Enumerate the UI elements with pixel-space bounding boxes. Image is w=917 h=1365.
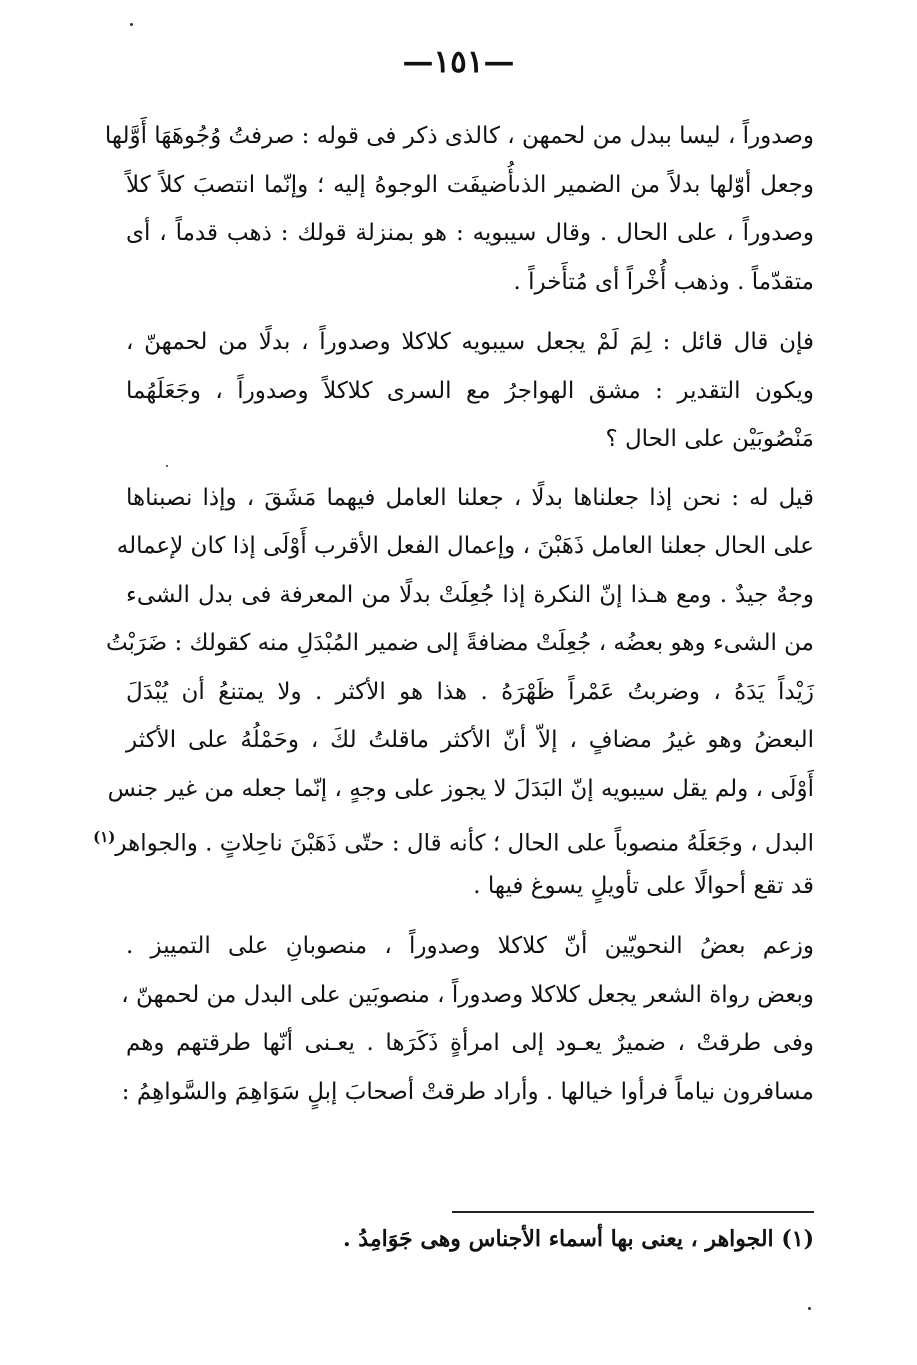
text-line: قد تقع أحوالًا على تأويلٍ يسوغ فيها .	[473, 872, 814, 899]
body-text	[93, 112, 814, 1116]
footnote: (١) الجواهر ، يعنى بها أسماء الأجناس وهى جَوَامِدُ .	[342, 1226, 814, 1252]
text-line: أَوْلَى ، ولم يقل سيبويه إنّ البَدَلَ لا يجوز على وجهٍ ، إنّما جعله من غير جنس	[107, 775, 814, 802]
paragraph-4	[121, 922, 814, 1116]
text-line: قيل له : نحن إذا جعلناها بدلًا ، جعلنا العامل فيهما مَشَقَ ، وإذا نصبناها	[126, 484, 814, 511]
footnote-divider	[452, 1211, 814, 1213]
text-line: وجعل أوّلها بدلاً من الضمير الذىأُضيفَت الوجوهُ إليه ؛ وإنّما انتصبَ كلاً كلاً	[126, 171, 814, 198]
text-line: وفى طرقتْ ، ضميرٌ يعـود إلى امرأةٍ ذَكَرَها . يعـنى أنّها طرقتهم وهم	[126, 1030, 814, 1056]
text-line: على الحال جعلنا العامل ذَهَبْنَ ، وإعمال الفعل الأقرب أَوْلَى إذا كان لإعماله	[116, 533, 814, 559]
page-number: —١٥١—	[402, 44, 515, 80]
text-line: متقدّماً . وذهب أُخْراً أى مُتأَخراً .	[513, 268, 814, 295]
print-speck	[808, 1307, 811, 1310]
text-line: وزعم بعضُ النحويّين أنّ كلاكلا وصدوراً ، منصوبانِ على التمييز .	[126, 933, 814, 959]
footnote-marker: (١)	[93, 828, 116, 846]
text-line: وبعض رواة الشعر يجعل كلاكلا وصدوراً ، منصوبَين على البدل من لحمهنّ ،	[121, 981, 814, 1008]
text-line-content: البدل ، وجَعَلَهُ منصوباً على الحال ؛ كأنه قال : حتّى ذَهَبْنَ ناحِلاتٍ . والجواهر	[115, 830, 814, 857]
text-line: وصدوراً ، على الحال . وقال سيبويه : هو بمنزلة قولك : ذهب قدماً ، أى	[126, 220, 814, 246]
text-line: فإن قال قائل : لِمَ لَمْ يجعل سيبويه كلاكلا وصدوراً ، بدلًا من لحمهنّ ،	[126, 329, 814, 355]
paragraph-2	[126, 318, 814, 464]
paragraph-1	[104, 112, 814, 306]
print-speck	[166, 465, 168, 467]
text-line: وصدوراً ، ليسا ببدل من لحمهن ، كالذى ذكر فى قوله : صرفتُ وُجُوهَهَا أَوَّلها	[104, 123, 814, 149]
paragraph-3	[93, 474, 814, 911]
text-line: زَيْداً يَدَهُ ، وضربتُ عَمْراً ظَهْرَهُ . هذا هو الأكثر . ولا يمتنعُ أن يُبْدَلَ	[126, 678, 814, 705]
text-line: مَنْصُوبَيْن على الحال ؟	[605, 426, 814, 452]
text-line: مسافرون نياماً فرأوا خيالها . وأراد طرقتْ أصحابَ إبلٍ سَوَاهِمَ والسَّواهِمُ :	[121, 1078, 814, 1105]
text-line: البعضُ وهو غيرُ مضافٍ ، إلاّ أنّ الأكثر ماقلتُ لكَ ، وحَمْلُهُ على الأكثر	[126, 727, 814, 753]
text-line: من الشىء وهو بعضُه ، جُعِلَتْ مضافةً إلى ضمير المُبْدَلِ منه كقولك : ضَرَبْتُ	[105, 630, 814, 656]
text-line: وجهٌ جيدٌ . ومع هـذا إنّ النكرة إذا جُعِلَتْ بدلًا من المعرفة فى بدل الشىء	[126, 581, 814, 608]
text-line: ويكون التقدير : مشق الهواجرُ مع السرى كلاكلاً وصدوراً ، وجَعَلَهُما	[126, 377, 814, 404]
text-line-with-footnote-ref	[93, 813, 814, 862]
print-speck	[130, 23, 133, 26]
